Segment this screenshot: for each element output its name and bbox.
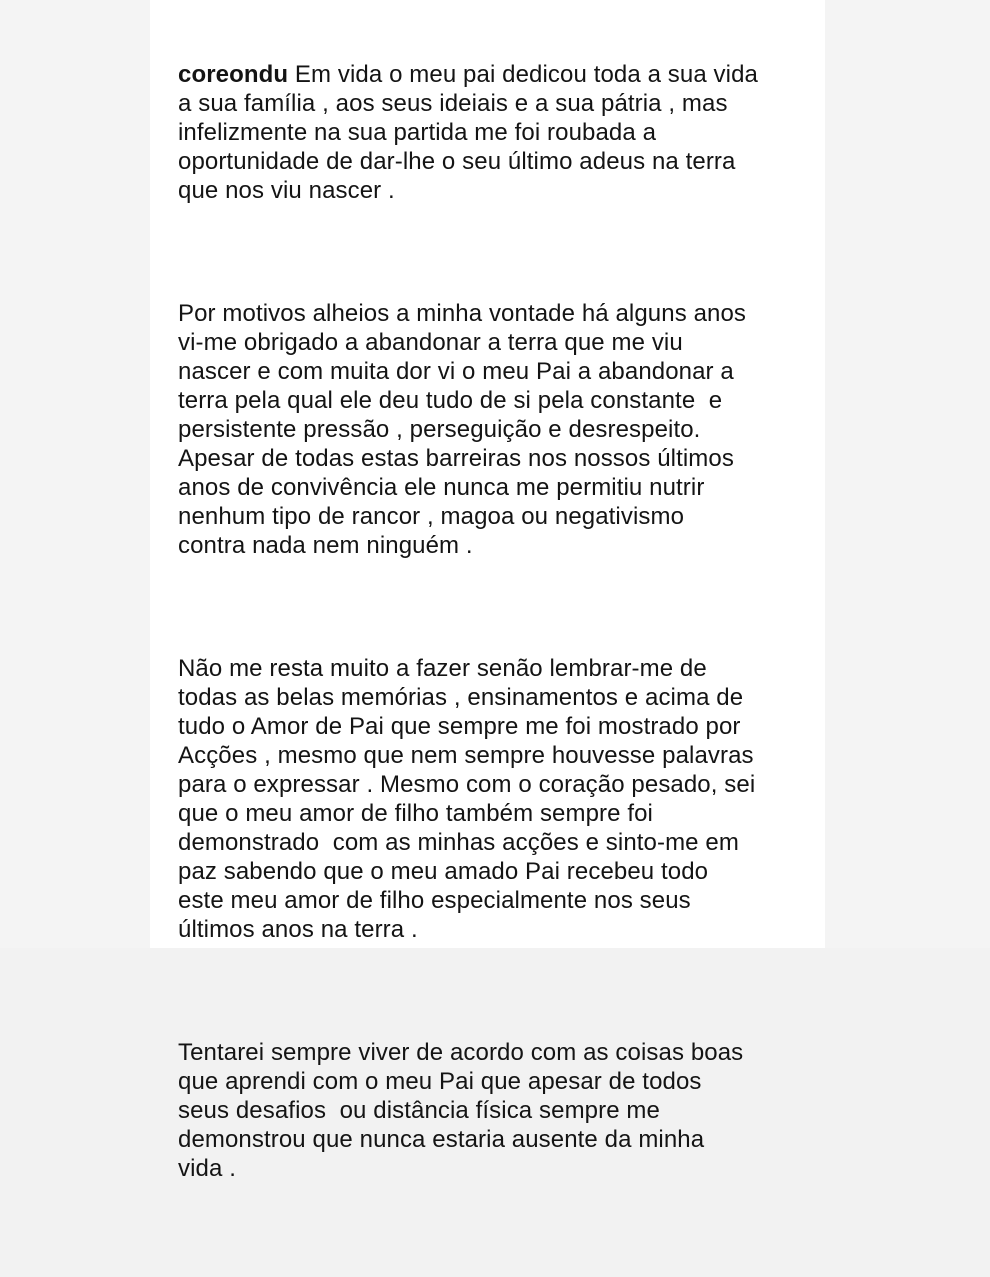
username-link[interactable]: coreondu [178, 61, 289, 88]
left-background [0, 0, 150, 948]
caption-paragraph-4: Tentarei sempre viver de acordo com as coisas boas que aprendi com o meu Pai que apesar de todos seus desafios ou distância física sempre me demonstrou que nunca estaria ausente da minha vida . [178, 1039, 744, 1182]
caption-paragraph-2: Por motivos alheios a minha vontade há alguns anos vi-me obrigado a abandonar a terra que me viu nascer e com muita dor vi o meu Pai a abandonar a terra pela qual ele deu tudo de si pela constante e persistente pressão , perseguição e desrespeito. Apesar de todas estas barreiras nos nossos últimos anos de convivência ele nunca me permitiu nutrir nenhum tipo de rancor , magoa ou negativismo contra nada nem ninguém . [178, 300, 747, 559]
caption-paragraph-1-text: Em vida o meu pai dedicou toda a sua vida a sua família , aos seus ideiais e a sua pátria , mas infelizmente na sua partida me foi roubada a oportunidade de dar-lhe o seu último adeus na terra que nos viu nascer . [178, 61, 758, 204]
right-background [825, 0, 990, 948]
post-caption-card [150, 0, 825, 1182]
post-caption [178, 2, 818, 1277]
caption-paragraph-3: Não me resta muito a fazer senão lembrar-me de todas as belas memórias , ensinamentos e acima de tudo o Amor de Pai que sempre me foi mostrado por Acções , mesmo que nem sempre houvesse palavras para o expressar . Mesmo com o coração pesado, sei que o meu amor de filho também sempre foi demonstrado com as minhas acções e sinto-me em paz sabendo que o meu amado Pai recebeu todo este meu amor de filho especialmente nos seus últimos anos na terra . [178, 655, 756, 943]
caption-paragraph-1 [178, 60, 818, 205]
